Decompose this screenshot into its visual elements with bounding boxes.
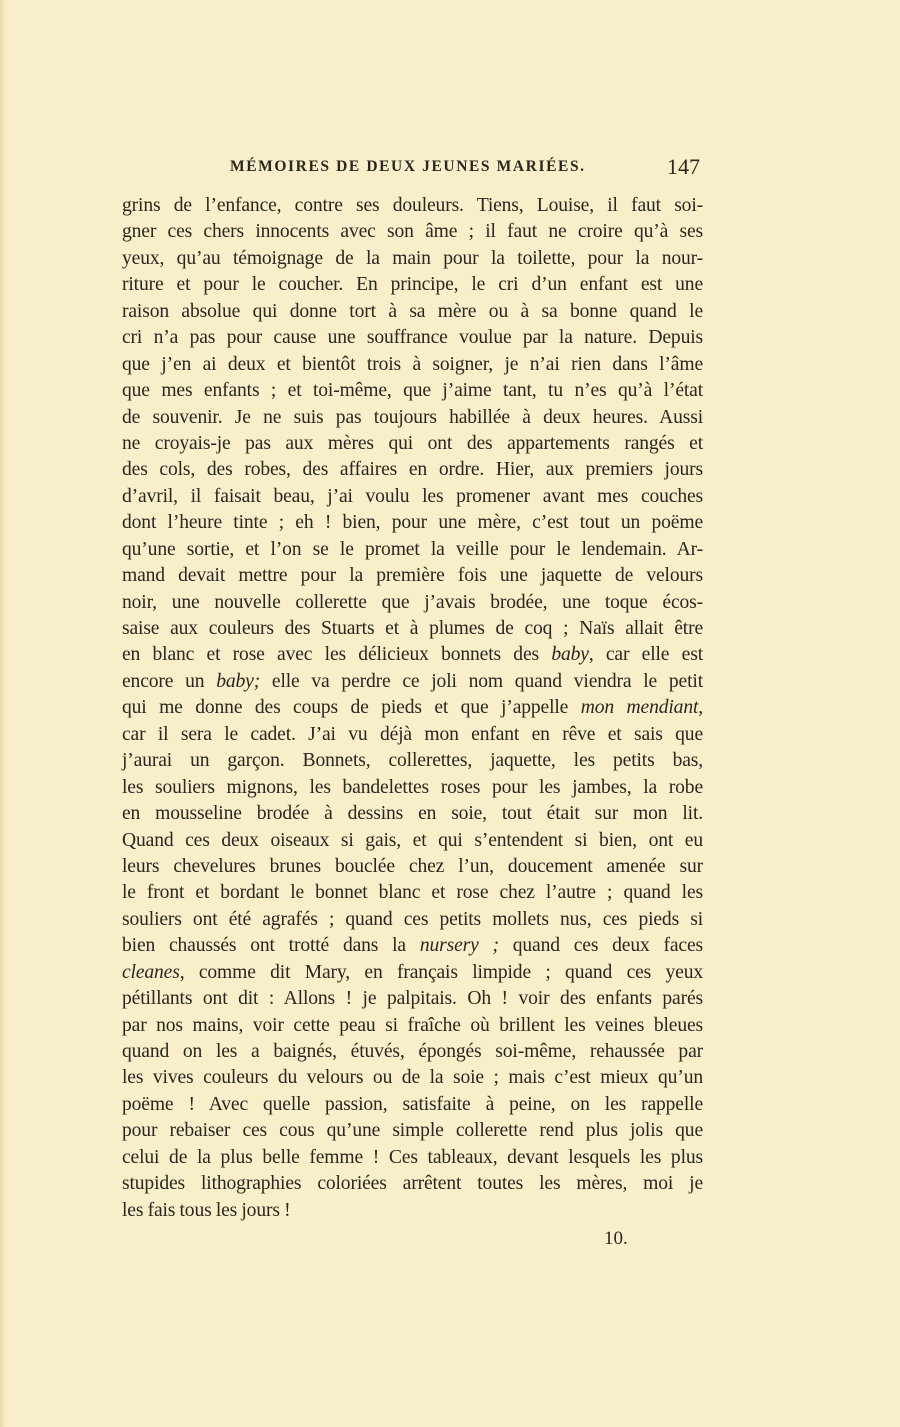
text-segment: en blanc et rose avec les délicieux bonnets des bbox=[122, 644, 552, 666]
text-segment: riture et pour le coucher. En principe, le cri d’un enfant est une bbox=[122, 274, 703, 296]
text-line bbox=[122, 537, 703, 563]
running-head-title: MÉMOIRES DE DEUX JEUNES MARIÉES. bbox=[230, 158, 586, 175]
text-segment: souliers ont été agrafés ; quand ces petits mollets nus, ces pieds si bbox=[122, 908, 703, 930]
text-segment: d’avril, il faisait beau, j’ai voulu les promener avant mes couches bbox=[122, 485, 703, 507]
text-segment: yeux, qu’au témoignage de la main pour la toilette, pour la nour- bbox=[122, 247, 703, 269]
text-line bbox=[122, 1039, 703, 1065]
text-segment: que j’en ai deux et bientôt trois à soigner, je n’ai rien dans l’âme bbox=[122, 353, 703, 375]
text-line bbox=[122, 986, 703, 1012]
text-line bbox=[122, 880, 703, 906]
text-line bbox=[122, 378, 703, 404]
page-number: 147 bbox=[667, 154, 700, 179]
italic-text: mon mendiant, bbox=[580, 697, 704, 719]
italic-text: nursery ; bbox=[419, 935, 499, 957]
text-line bbox=[122, 907, 703, 933]
text-segment: j’aurai un garçon. Bonnets, collerettes, jaquette, les petits bas, bbox=[122, 750, 703, 772]
text-line bbox=[122, 590, 703, 616]
text-segment: leurs chevelures brunes bouclée chez l’un, doucement amenée sur bbox=[122, 855, 703, 877]
text-segment: , car elle est bbox=[588, 644, 703, 666]
text-line bbox=[122, 695, 703, 721]
text-line bbox=[122, 722, 703, 748]
text-segment: noir, une nouvelle collerette que j’avais brodée, une toque écos- bbox=[122, 591, 703, 613]
text-line bbox=[122, 669, 703, 695]
text-segment: quand on les a baignés, étuvés, épongés soi-même, rehaussée par bbox=[122, 1041, 703, 1062]
text-segment: , comme dit Mary, en français limpide ; quand ces yeux bbox=[179, 961, 703, 983]
signature-mark: 10. bbox=[604, 1228, 628, 1249]
text-segment: le front et bordant le bonnet blanc et rose chez l’autre ; quand les bbox=[122, 882, 703, 904]
text-segment: quand ces deux faces bbox=[498, 935, 703, 957]
text-segment: des cols, des robes, des affaires en ordre. Hier, aux premiers jours bbox=[122, 459, 703, 481]
text-segment: dont l’heure tinte ; eh ! bien, pour une mère, c’est tout un poëme bbox=[122, 512, 703, 534]
body-text bbox=[122, 193, 703, 1224]
text-line bbox=[122, 748, 703, 774]
text-segment: pétillants ont dit : Allons ! je palpitais. Oh ! voir des enfants parés bbox=[122, 988, 703, 1010]
text-segment: gner ces chers innocents avec son âme ; il faut ne croire qu’à ses bbox=[122, 221, 703, 243]
text-segment: pour rebaiser ces cous qu’une simple collerette rend plus jolis que bbox=[122, 1120, 703, 1142]
page-edge bbox=[0, 0, 6, 1427]
text-line bbox=[122, 1013, 703, 1039]
text-segment: qu’une sortie, et l’on se le promet la veille pour le lendemain. Ar- bbox=[122, 538, 703, 560]
text-segment: que mes enfants ; et toi-même, que j’aime tant, tu n’es qu’à l’état bbox=[122, 380, 703, 402]
text-segment: Quand ces deux oiseaux si gais, et qui s’entendent si bien, ont eu bbox=[122, 829, 703, 851]
text-line bbox=[122, 1118, 703, 1144]
text-line bbox=[122, 193, 703, 219]
text-line bbox=[122, 431, 703, 457]
text-line bbox=[122, 801, 703, 827]
text-segment: car il sera le cadet. J’ai vu déjà mon enfant en rêve et sais que bbox=[122, 723, 703, 745]
text-segment: grins de l’enfance, contre ses douleurs. Tiens, Louise, il faut soi- bbox=[122, 195, 703, 216]
text-segment: raison absolue qui donne tort à sa mère ou à sa bonne quand le bbox=[122, 300, 703, 322]
text-line bbox=[122, 457, 703, 483]
text-line bbox=[122, 828, 703, 854]
text-line bbox=[122, 219, 703, 245]
italic-text: cleanes bbox=[122, 961, 180, 983]
italic-text: baby bbox=[551, 644, 589, 666]
running-head bbox=[122, 154, 704, 184]
text-line bbox=[122, 854, 703, 880]
text-segment: celui de la plus belle femme ! Ces tableaux, devant lesquels les plus bbox=[122, 1146, 703, 1168]
text-line bbox=[122, 563, 703, 589]
text-line bbox=[122, 1065, 703, 1091]
text-line bbox=[122, 272, 703, 298]
text-line bbox=[122, 1145, 703, 1171]
text-line bbox=[122, 246, 703, 272]
text-segment: qui me donne des coups de pieds et que j’appelle bbox=[122, 697, 581, 719]
text-segment: en mousseline brodée à dessins en soie, tout était sur mon lit. bbox=[122, 803, 703, 825]
text-line bbox=[122, 484, 703, 510]
text-segment: mand devait mettre pour la première fois une jaquette de velours bbox=[122, 565, 703, 587]
text-segment: poëme ! Avec quelle passion, satisfaite à peine, on les rappelle bbox=[122, 1093, 703, 1115]
text-line bbox=[122, 775, 703, 801]
text-line bbox=[122, 933, 703, 959]
text-segment: encore un bbox=[122, 670, 217, 692]
text-segment: les souliers mignons, les bandelettes roses pour les jambes, la robe bbox=[122, 776, 703, 798]
text-segment: saise aux couleurs des Stuarts et à plumes de coq ; Naïs allait être bbox=[122, 618, 703, 639]
text-segment: bien chaussés ont trotté dans la bbox=[122, 935, 420, 957]
text-segment: les fais tous les jours ! bbox=[122, 1199, 291, 1221]
text-line bbox=[122, 642, 703, 668]
text-segment: les vives couleurs du velours ou de la soie ; mais c’est mieux qu’un bbox=[122, 1067, 703, 1089]
text-line bbox=[122, 352, 703, 378]
text-line bbox=[122, 299, 703, 325]
text-segment: ne croyais-je pas aux mères qui ont des appartements rangés et bbox=[122, 432, 703, 454]
text-segment: cri n’a pas pour cause une souffrance voulue par la nature. Depuis bbox=[122, 327, 703, 349]
italic-text: baby; bbox=[216, 670, 261, 692]
text-segment: de souvenir. Je ne suis pas toujours habillée à deux heures. Aussi bbox=[122, 406, 703, 428]
text-line bbox=[122, 1198, 703, 1224]
text-segment: elle va perdre ce joli nom quand viendra le petit bbox=[260, 670, 703, 692]
text-line bbox=[122, 1171, 703, 1197]
text-line bbox=[122, 960, 703, 986]
text-line bbox=[122, 405, 703, 431]
text-segment: par nos mains, voir cette peau si fraîche où brillent les veines bleues bbox=[122, 1014, 703, 1036]
text-segment: stupides lithographies coloriées arrêtent toutes les mères, moi je bbox=[122, 1173, 703, 1195]
text-line bbox=[122, 616, 703, 642]
text-line bbox=[122, 325, 703, 351]
text-line bbox=[122, 1092, 703, 1118]
text-line bbox=[122, 510, 703, 536]
